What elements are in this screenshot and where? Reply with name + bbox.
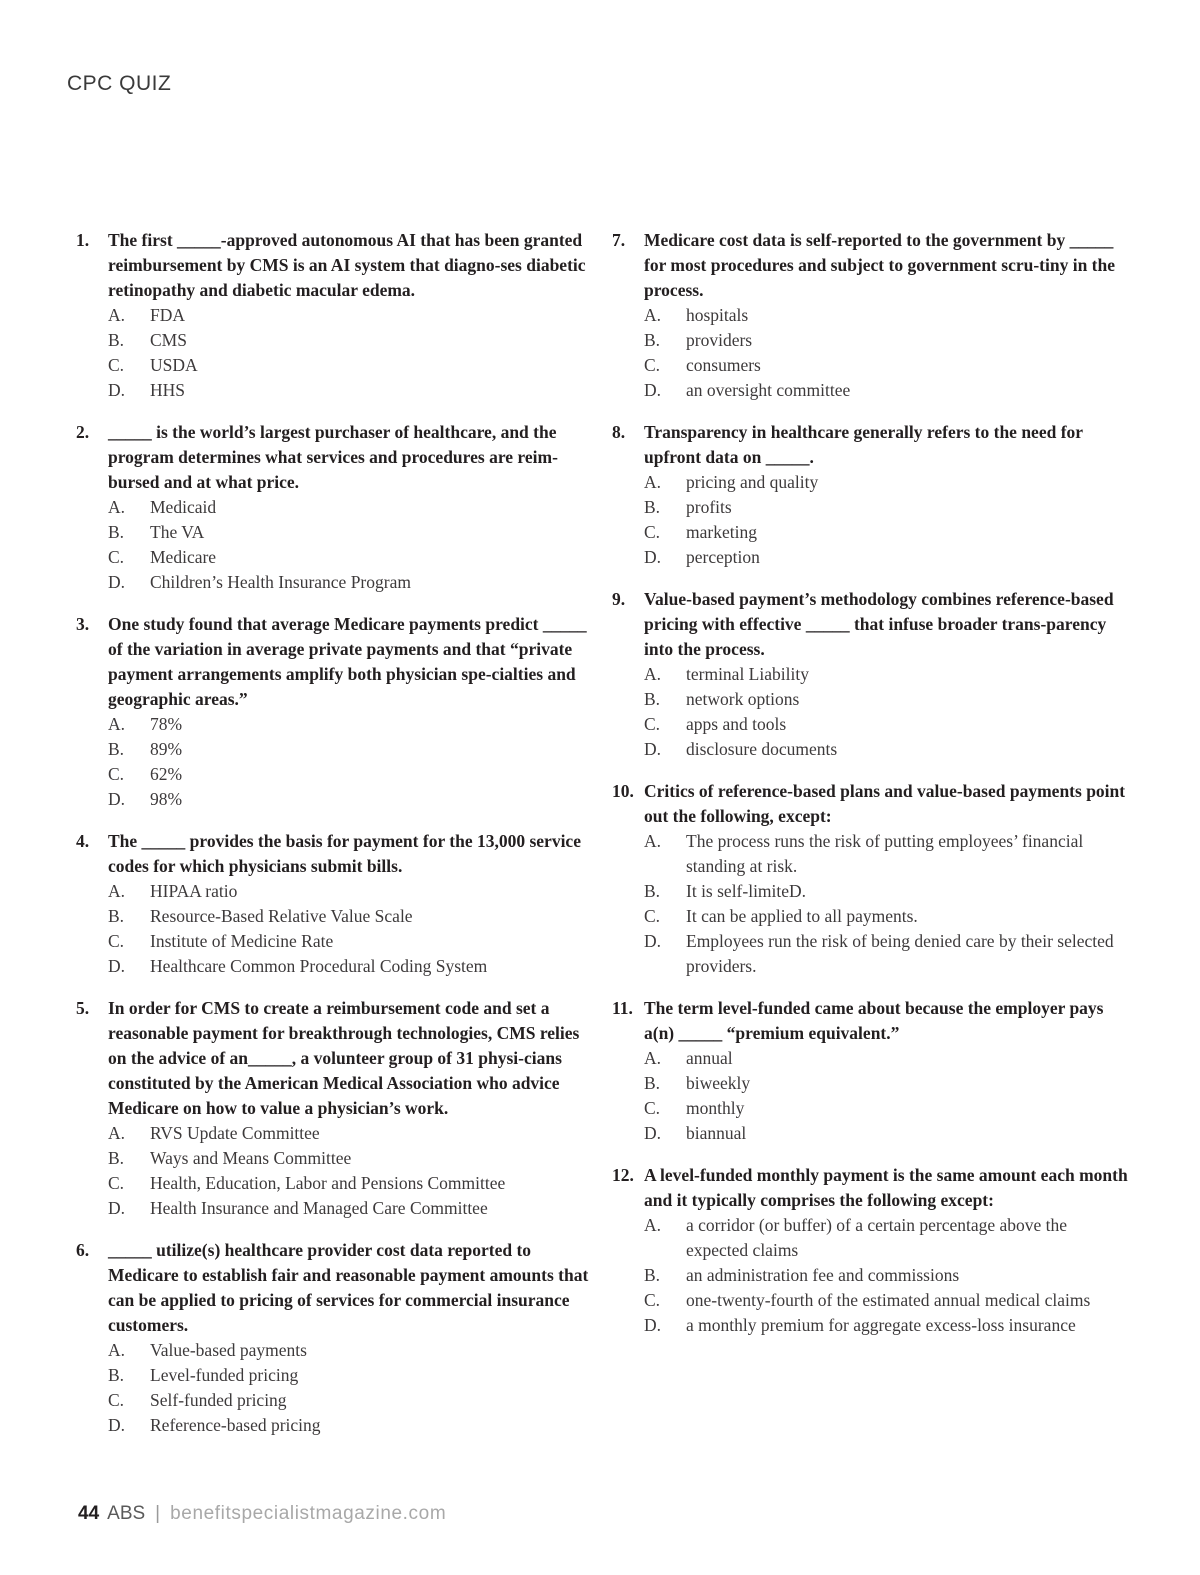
question-number: 6. xyxy=(76,1240,90,1260)
option-text: annual xyxy=(686,1048,733,1068)
option-text: a monthly premium for aggregate excess-loss insurance xyxy=(686,1315,1076,1335)
option-letter: C. xyxy=(644,906,661,926)
option-letter: C. xyxy=(644,522,661,542)
quiz-question xyxy=(76,228,596,403)
option-letter: D. xyxy=(644,931,662,951)
option-letter: D. xyxy=(108,1198,126,1218)
option-letter: D. xyxy=(644,380,662,400)
answer-option xyxy=(108,1388,596,1413)
question-number: 7. xyxy=(612,230,626,250)
question-text: Medicare cost data is self-reported to the government by _____ for most procedures and subject to government scru-tiny in the process. xyxy=(644,230,1116,300)
question-number: 8. xyxy=(612,422,626,442)
option-text: CMS xyxy=(150,330,187,350)
answer-option xyxy=(108,762,596,787)
option-text: Medicaid xyxy=(150,497,217,517)
answer-option xyxy=(644,303,1132,328)
answer-option xyxy=(108,545,596,570)
answer-option xyxy=(644,712,1132,737)
question-text: One study found that average Medicare payments predict _____ of the variation in average private payments and that “private payment arrangements amplify both physician spe-cialties and geographic areas.” xyxy=(108,614,587,709)
option-text: Ways and Means Committee xyxy=(150,1148,352,1168)
option-text: FDA xyxy=(150,305,186,325)
option-letter: B. xyxy=(108,1148,125,1168)
option-letter: C. xyxy=(644,1290,661,1310)
option-text: Level-funded pricing xyxy=(150,1365,299,1385)
option-text: an administration fee and commissions xyxy=(686,1265,960,1285)
option-text: biweekly xyxy=(686,1073,751,1093)
option-letter: B. xyxy=(108,522,125,542)
option-letter: A. xyxy=(108,305,126,325)
option-text: one-twenty-fourth of the estimated annual medical claims xyxy=(686,1290,1091,1310)
answer-option xyxy=(108,1146,596,1171)
answer-option xyxy=(644,904,1132,929)
question-text: In order for CMS to create a reimbursement code and set a reasonable payment for breakthrough technologies, CMS relies on the advice of an_____, a volunteer group of 31 physi-cians constituted by the American Medical Association who advice Medicare on how to value a physician’s work. xyxy=(108,998,580,1118)
question-text: _____ utilize(s) healthcare provider cost data reported to Medicare to establish fair and reasonable payment amounts that can be applied to pricing of services for commercial insurance customers. xyxy=(108,1240,589,1335)
option-letter: D. xyxy=(108,956,126,976)
question-number: 4. xyxy=(76,831,90,851)
answer-option xyxy=(108,904,596,929)
option-text: biannual xyxy=(686,1123,747,1143)
option-letter: A. xyxy=(108,881,126,901)
question-number: 3. xyxy=(76,614,90,634)
option-letter: B. xyxy=(644,1265,661,1285)
option-text: Resource-Based Relative Value Scale xyxy=(150,906,413,926)
answer-option xyxy=(644,662,1132,687)
option-text: disclosure documents xyxy=(686,739,838,759)
answer-option xyxy=(108,879,596,904)
answer-option xyxy=(108,1413,596,1438)
answer-option xyxy=(108,929,596,954)
question-number: 5. xyxy=(76,998,90,1018)
option-letter: D. xyxy=(644,1315,662,1335)
option-letter: D. xyxy=(644,1123,662,1143)
option-text: USDA xyxy=(150,355,198,375)
question-text: Value-based payment’s methodology combines reference-based pricing with effective _____ that infuse broader trans-parency into the process. xyxy=(644,589,1114,659)
answer-option xyxy=(108,1338,596,1363)
option-text: Children’s Health Insurance Program xyxy=(150,572,411,592)
question-number: 12. xyxy=(612,1165,634,1185)
option-letter: C. xyxy=(108,1173,125,1193)
answer-option xyxy=(108,787,596,812)
option-letter: B. xyxy=(644,497,661,517)
page-number: 44 xyxy=(78,1503,100,1524)
answer-option xyxy=(108,328,596,353)
quiz-question xyxy=(76,1238,596,1438)
answer-option xyxy=(108,712,596,737)
option-text: Self-funded pricing xyxy=(150,1390,287,1410)
option-letter: C. xyxy=(644,714,661,734)
option-text: The VA xyxy=(150,522,205,542)
option-text: hospitals xyxy=(686,305,749,325)
quiz-question xyxy=(76,612,596,812)
option-letter: B. xyxy=(644,330,661,350)
answer-option xyxy=(108,737,596,762)
option-letter: A. xyxy=(108,497,126,517)
option-letter: B. xyxy=(644,881,661,901)
option-text: monthly xyxy=(686,1098,745,1118)
question-number: 1. xyxy=(76,230,90,250)
option-text: Health, Education, Labor and Pensions Committee xyxy=(150,1173,506,1193)
question-text: A level-funded monthly payment is the same amount each month and it typically comprises the following except: xyxy=(644,1165,1128,1210)
answer-option xyxy=(644,1263,1132,1288)
answer-option xyxy=(644,378,1132,403)
answer-option xyxy=(644,353,1132,378)
option-text: Institute of Medicine Rate xyxy=(150,931,334,951)
answer-option xyxy=(644,1071,1132,1096)
option-text: Medicare xyxy=(150,547,217,567)
option-text: a corridor (or buffer) of a certain percentage above the expected claims xyxy=(686,1215,1068,1260)
option-text: RVS Update Committee xyxy=(150,1123,320,1143)
quiz-column-right xyxy=(612,228,1132,1355)
option-text: providers xyxy=(686,330,753,350)
option-text: Reference-based pricing xyxy=(150,1415,321,1435)
option-letter: C. xyxy=(108,547,125,567)
answer-option xyxy=(108,954,596,979)
option-letter: D. xyxy=(108,789,126,809)
option-letter: C. xyxy=(108,355,125,375)
option-text: Employees run the risk of being denied care by their selected providers. xyxy=(686,931,1114,976)
answer-option xyxy=(108,1196,596,1221)
option-letter: C. xyxy=(108,931,125,951)
option-letter: A. xyxy=(644,472,662,492)
option-text: It can be applied to all payments. xyxy=(686,906,918,926)
answer-option xyxy=(644,737,1132,762)
quiz-question xyxy=(612,996,1132,1146)
answer-option xyxy=(644,829,1132,879)
option-letter: A. xyxy=(644,831,662,851)
question-number: 10. xyxy=(612,781,634,801)
question-text: The term level-funded came about because the employer pays a(n) _____ “premium equivalent.” xyxy=(644,998,1104,1043)
answer-option xyxy=(108,303,596,328)
answer-option xyxy=(644,1313,1132,1338)
question-text: _____ is the world’s largest purchaser of healthcare, and the program determines what services and procedures are reim-bursed and at what price. xyxy=(108,422,558,492)
option-text: an oversight committee xyxy=(686,380,851,400)
quiz-question xyxy=(612,779,1132,979)
answer-option xyxy=(644,879,1132,904)
quiz-question xyxy=(612,420,1132,570)
option-text: profits xyxy=(686,497,732,517)
website-link[interactable]: benefitspecialistmagazine.com xyxy=(170,1503,447,1524)
answer-option xyxy=(108,1121,596,1146)
option-text: marketing xyxy=(686,522,757,542)
option-letter: B. xyxy=(108,739,125,759)
option-letter: C. xyxy=(644,355,661,375)
answer-option xyxy=(644,520,1132,545)
option-letter: A. xyxy=(108,714,126,734)
footer-separator: | xyxy=(155,1503,161,1524)
answer-option xyxy=(644,1288,1132,1313)
answer-option xyxy=(108,520,596,545)
question-number: 11. xyxy=(612,998,633,1018)
option-text: Value-based payments xyxy=(150,1340,307,1360)
answer-option xyxy=(644,470,1132,495)
option-text: 89% xyxy=(150,739,183,759)
option-text: HHS xyxy=(150,380,186,400)
answer-option xyxy=(108,1171,596,1196)
quiz-column-left xyxy=(76,228,596,1455)
answer-option xyxy=(644,1121,1132,1146)
option-letter: C. xyxy=(108,1390,125,1410)
option-text: consumers xyxy=(686,355,761,375)
option-text: terminal Liability xyxy=(686,664,809,684)
option-letter: A. xyxy=(108,1340,126,1360)
answer-option xyxy=(108,1363,596,1388)
question-text: Critics of reference-based plans and value-based payments point out the following, except: xyxy=(644,781,1126,826)
option-text: apps and tools xyxy=(686,714,787,734)
question-text: The first _____-approved autonomous AI that has been granted reimbursement by CMS is an AI system that diagno-ses diabetic retinopathy and diabetic macular edema. xyxy=(108,230,586,300)
option-letter: B. xyxy=(644,1073,661,1093)
option-letter: D. xyxy=(644,547,662,567)
page-footer xyxy=(78,1503,446,1525)
option-letter: A. xyxy=(108,1123,126,1143)
answer-option xyxy=(108,353,596,378)
quiz-question xyxy=(76,420,596,595)
option-letter: B. xyxy=(644,689,661,709)
option-text: The process runs the risk of putting employees’ financial standing at risk. xyxy=(686,831,1084,876)
option-text: perception xyxy=(686,547,760,567)
quiz-question xyxy=(612,587,1132,762)
option-letter: B. xyxy=(108,906,125,926)
page-header-title: CPC QUIZ xyxy=(67,72,172,95)
option-text: Health Insurance and Managed Care Committee xyxy=(150,1198,488,1218)
option-text: 78% xyxy=(150,714,183,734)
option-letter: D. xyxy=(108,380,126,400)
option-text: pricing and quality xyxy=(686,472,819,492)
quiz-question xyxy=(76,996,596,1221)
option-text: HIPAA ratio xyxy=(150,881,238,901)
answer-option xyxy=(644,1046,1132,1071)
answer-option xyxy=(644,929,1132,979)
quiz-question xyxy=(612,228,1132,403)
question-number: 9. xyxy=(612,589,626,609)
option-letter: D. xyxy=(644,739,662,759)
quiz-question xyxy=(76,829,596,979)
option-text: It is self-limiteD. xyxy=(686,881,807,901)
option-letter: A. xyxy=(644,664,662,684)
answer-option xyxy=(644,328,1132,353)
answer-option xyxy=(644,1096,1132,1121)
option-text: 62% xyxy=(150,764,183,784)
option-letter: A. xyxy=(644,1215,662,1235)
answer-option xyxy=(644,1213,1132,1263)
quiz-question xyxy=(612,1163,1132,1338)
publication-name: ABS xyxy=(107,1503,146,1524)
option-text: Healthcare Common Procedural Coding System xyxy=(150,956,488,976)
option-letter: C. xyxy=(644,1098,661,1118)
answer-option xyxy=(644,687,1132,712)
option-letter: A. xyxy=(644,305,662,325)
answer-option xyxy=(108,495,596,520)
question-number: 2. xyxy=(76,422,90,442)
option-letter: C. xyxy=(108,764,125,784)
option-letter: A. xyxy=(644,1048,662,1068)
question-text: Transparency in healthcare generally refers to the need for upfront data on _____. xyxy=(644,422,1083,467)
answer-option xyxy=(108,378,596,403)
answer-option xyxy=(644,495,1132,520)
answer-option xyxy=(108,570,596,595)
option-letter: D. xyxy=(108,1415,126,1435)
option-letter: B. xyxy=(108,1365,125,1385)
answer-option xyxy=(644,545,1132,570)
option-letter: D. xyxy=(108,572,126,592)
option-letter: B. xyxy=(108,330,125,350)
option-text: network options xyxy=(686,689,800,709)
question-text: The _____ provides the basis for payment for the 13,000 service codes for which physicians submit bills. xyxy=(108,831,581,876)
option-text: 98% xyxy=(150,789,183,809)
